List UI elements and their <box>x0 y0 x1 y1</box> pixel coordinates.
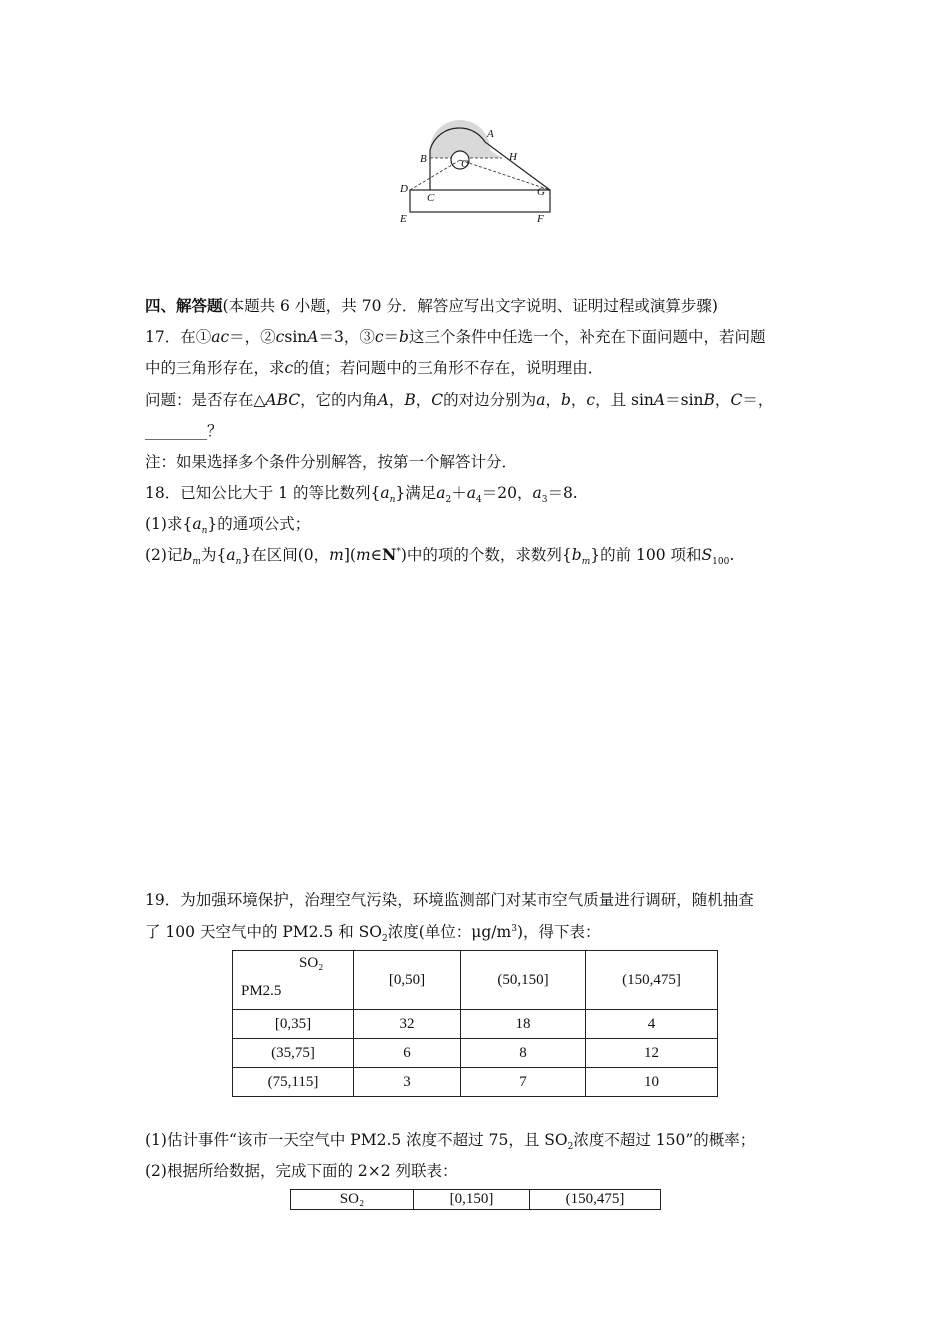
row-label: (35,75] <box>233 1039 354 1068</box>
q18-part1 <box>145 514 815 537</box>
label-A: A <box>487 128 494 140</box>
q19-line1: 19．为加强环境保护，治理空气污染，环境监测部门对某市空气质量进行调研，随机抽查 <box>145 891 754 909</box>
col-header: [0,150] <box>414 1190 530 1210</box>
text-fragment: )，得下表： <box>516 923 601 941</box>
text-fragment: ＋ <box>451 484 467 502</box>
text-fragment: 浓度(单位：μg/m <box>387 923 512 941</box>
text-fragment: A <box>653 391 666 409</box>
text-fragment: S <box>701 546 713 564</box>
table-cell: 3 <box>354 1068 461 1097</box>
text-fragment: ＝8. <box>547 484 578 502</box>
pm25-so2-table <box>232 950 718 1097</box>
contingency-table <box>290 1189 661 1210</box>
text-fragment: N <box>382 545 397 564</box>
text-fragment: b <box>571 546 582 564</box>
label-C: C <box>427 192 435 204</box>
q19-part2: (2)根据所给数据，完成下面的 2×2 列联表： <box>145 1162 458 1180</box>
text-fragment: * <box>396 546 401 557</box>
text-fragment: m <box>355 546 371 564</box>
text-fragment: ac <box>211 328 230 346</box>
table-header-row <box>233 951 718 1010</box>
corner-top: SO₂ <box>299 955 324 971</box>
text-fragment: ABC <box>265 391 301 409</box>
row-label: [0,35] <box>233 1010 354 1039</box>
text-fragment: ， <box>415 391 432 409</box>
text-fragment: m <box>329 546 344 564</box>
text-fragment: b <box>560 391 571 409</box>
table-cell: 12 <box>586 1039 718 1068</box>
text-fragment: ， <box>570 391 587 409</box>
label-H: H <box>509 151 517 163</box>
text-fragment: a <box>532 484 542 502</box>
label-O: O <box>461 158 469 170</box>
text-fragment: }的通项公式； <box>207 515 311 533</box>
col-header: [0,50] <box>354 951 461 1010</box>
table-cell: 8 <box>461 1039 586 1068</box>
table-header-row <box>291 1190 661 1210</box>
text-fragment: sin <box>284 328 308 346</box>
text-fragment: 3 <box>541 495 548 506</box>
row-label: (75,115] <box>233 1068 354 1097</box>
text-fragment: a <box>436 484 446 502</box>
col-header: (150,475] <box>530 1190 661 1210</box>
text-fragment: 17．在① <box>145 328 212 346</box>
section-heading <box>145 296 815 316</box>
q18-line1 <box>145 483 815 506</box>
text-fragment: 2 <box>382 934 388 945</box>
text-fragment: a <box>466 484 476 502</box>
table-cell: 10 <box>586 1068 718 1097</box>
table-row <box>233 1039 718 1068</box>
text-fragment: B <box>703 391 715 409</box>
text-fragment: 4 <box>475 495 482 506</box>
text-fragment: )中的项的个数，求数列{ <box>400 546 572 564</box>
text-fragment: }在区间(0， <box>241 546 330 564</box>
text-fragment: c <box>284 359 294 377</box>
text-fragment: (1)估计事件“该市一天空气中 PM2.5 浓度不超过 75，且 SO <box>145 1131 568 1149</box>
text-fragment: (2)记 <box>145 546 183 564</box>
text-fragment: ∈ <box>370 546 383 564</box>
text-fragment: m <box>192 557 201 568</box>
q17-line2 <box>145 358 815 378</box>
text-fragment: 了 100 天空气中的 PM2.5 和 SO <box>145 923 382 941</box>
text-fragment: a <box>536 391 546 409</box>
text-fragment: 2 <box>445 495 452 506</box>
text-fragment: n <box>201 526 208 537</box>
q17-line3 <box>145 390 815 410</box>
text-fragment: . <box>729 546 735 564</box>
text-fragment: 这三个条件中任选一个，补充在下面问题中，若问题 <box>408 328 766 346</box>
section-note: (本题共 6 小题，共 70 分．解答应写出文字说明、证明过程或演算步骤) <box>222 297 718 315</box>
text-fragment: C <box>431 391 444 409</box>
text-fragment: ， <box>545 391 561 409</box>
text-fragment: ＝ <box>383 328 400 346</box>
col-header: (50,150] <box>461 951 586 1010</box>
table-row <box>233 1010 718 1039</box>
text-fragment: 100 <box>712 557 730 568</box>
text-fragment: 2 <box>567 1142 574 1153</box>
text-fragment: 3 <box>511 923 517 934</box>
text-fragment: 为{ <box>200 546 227 564</box>
text-fragment: b <box>399 328 409 346</box>
text-fragment: A <box>307 328 319 346</box>
label-G: G <box>537 186 545 198</box>
text-fragment: n <box>235 557 242 568</box>
text-fragment: n <box>389 495 396 506</box>
text-fragment: ， <box>714 391 731 409</box>
col-header: SO₂ <box>291 1190 414 1210</box>
geometry-figure <box>395 120 565 230</box>
corner-cell <box>233 951 354 1010</box>
label-F: F <box>537 213 544 225</box>
col-header: (150,475] <box>586 951 718 1010</box>
text-fragment: ＝3，③ <box>318 328 375 346</box>
label-D: D <box>400 183 408 195</box>
text-fragment: c <box>374 328 384 346</box>
text-fragment: m <box>581 557 591 568</box>
text-fragment: ＝，② <box>229 328 276 346</box>
text-fragment: ＝20， <box>481 484 533 502</box>
text-fragment: a <box>380 484 390 502</box>
text-fragment: 18．已知公比大于 1 的等比数列{ <box>145 484 381 502</box>
text-fragment: c <box>586 391 596 409</box>
text-fragment: ]( <box>343 546 356 564</box>
text-fragment: ，且 sin <box>595 391 654 409</box>
table-row <box>233 1068 718 1097</box>
text-fragment: ＝sin <box>665 391 704 409</box>
text-fragment: B <box>404 391 416 409</box>
label-E: E <box>400 213 407 225</box>
text-fragment: 的值；若问题中的三角形不存在，说明理由． <box>293 359 604 377</box>
section-title: 四、解答题 <box>145 296 223 315</box>
q19-part1 <box>145 1130 815 1153</box>
table-cell: 4 <box>586 1010 718 1039</box>
text-fragment: 的对边分别为 <box>443 391 537 409</box>
text-fragment: ， <box>388 391 405 409</box>
text-fragment: (1)求{ <box>145 515 193 533</box>
q18-part2 <box>145 545 815 568</box>
text-fragment: a <box>192 515 202 533</box>
text-fragment: 问题：是否存在△ <box>145 391 266 409</box>
text-fragment: a <box>226 546 236 564</box>
text-fragment: A <box>377 391 389 409</box>
corner-bottom: PM2.5 <box>241 983 282 999</box>
text-fragment: }满足 <box>395 484 437 502</box>
text-fragment: 浓度不超过 150”的概率； <box>573 1131 756 1149</box>
text-fragment: c <box>275 328 285 346</box>
q17-line1 <box>145 327 815 347</box>
q17-blank: ________？ <box>145 422 223 440</box>
text-fragment: 中的三角形存在，求 <box>145 359 285 377</box>
table-cell: 18 <box>461 1010 586 1039</box>
table-cell: 7 <box>461 1068 586 1097</box>
q19-line2 <box>145 922 815 945</box>
text-fragment: b <box>182 546 193 564</box>
text-fragment: ，它的内角 <box>300 391 378 409</box>
q17-note: 注：如果选择多个条件分别解答，按第一个解答计分． <box>145 453 518 471</box>
text-fragment: }的前 100 项和 <box>590 546 702 564</box>
text-fragment: C <box>730 391 743 409</box>
text-fragment: ＝， <box>742 391 774 409</box>
label-B: B <box>420 153 427 165</box>
table-cell: 6 <box>354 1039 461 1068</box>
table-cell: 32 <box>354 1010 461 1039</box>
